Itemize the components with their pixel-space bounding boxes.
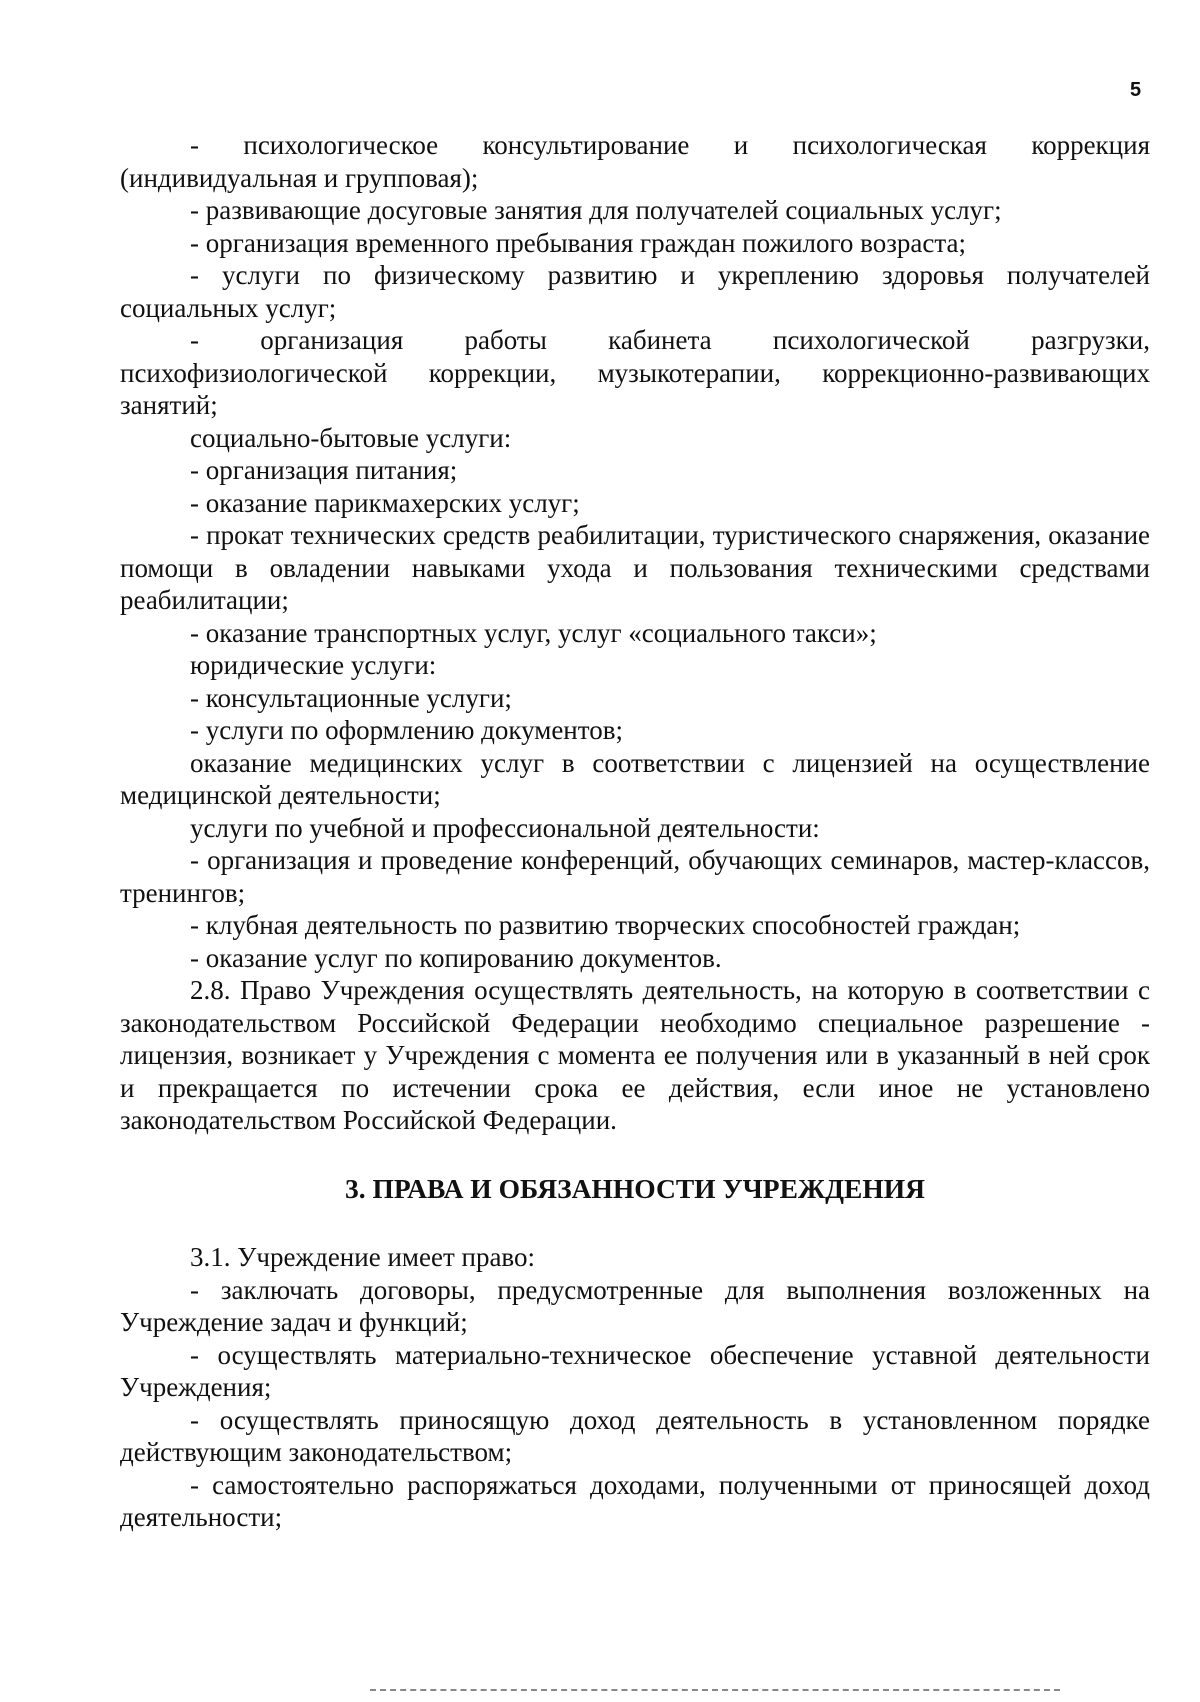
paragraph: - организация питания; [190, 455, 458, 485]
paragraph: - оказание транспортных услуг, услуг «социального такси»; [190, 617, 877, 648]
paragraph: - оказание парикмахерских услуг; [190, 487, 580, 518]
category-label: услуги по учебной и профессиональной деятельности: [190, 812, 820, 843]
clause-3-1: 3.1. Учреждение имеет право: [190, 1242, 535, 1272]
paragraph: - организация и проведение конференций, обучающих семинаров, мастер-классов, тренингов; [120, 845, 1150, 908]
bottom-divider [370, 1689, 1060, 1691]
paragraph: - организация работы кабинета психологической разгрузки, психофизиологической коррекции, музыкотерапии, коррекционно-развивающих занятий; [120, 325, 1150, 420]
paragraph: - услуги по физическому развитию и укреплению здоровья получателей социальных услуг; [120, 260, 1150, 323]
category-label: социально-бытовые услуги: [190, 422, 512, 453]
paragraph: - развивающие досуговые занятия для получателей социальных услуг; [190, 195, 1002, 225]
paragraph: - прокат технических средств реабилитации, туристического снаряжения, оказание помощи в овладении навыками ухода и пользования техническими средствами реабилитации; [120, 520, 1150, 615]
paragraph: оказание медицинских услуг в соответствии с лицензией на осуществление медицинской деятельности; [120, 747, 1150, 810]
page-number: 5 [1130, 79, 1142, 101]
services-list [120, 129, 1150, 1137]
paragraph: - организация временного пребывания граждан пожилого возраста; [190, 227, 966, 258]
paragraph: - услуги по оформлению документов; [190, 715, 623, 745]
paragraph: - заключать договоры, предусмотренные для выполнения возложенных на Учреждение задач и функций; [120, 1274, 1150, 1337]
paragraph: - осуществлять материально-техническое обеспечение уставной деятельности Учреждения; [120, 1339, 1150, 1402]
rights-list [120, 1241, 1150, 1534]
paragraph: - оказание услуг по копированию документов. [190, 942, 722, 973]
category-label: юридические услуги: [190, 650, 437, 680]
paragraph: - психологическое консультирование и психологическая коррекция (индивидуальная и групповая); [120, 130, 1150, 193]
paragraph: - осуществлять приносящую доход деятельность в установленном порядке действующим законодательством; [120, 1404, 1150, 1467]
paragraph: - консультационные услуги; [190, 682, 512, 713]
paragraph: - клубная деятельность по развитию творческих способностей граждан; [190, 910, 1021, 940]
section-heading: 3. ПРАВА И ОБЯЗАННОСТИ УЧРЕЖДЕНИЯ [344, 1173, 926, 1204]
paragraph: - самостоятельно распоряжаться доходами, полученными от приносящей доход деятельности; [120, 1469, 1150, 1532]
clause-2-8: 2.8. Право Учреждения осуществлять деятельность, на которую в соответствии с законодательством Российской Федерации необходимо специальное разрешение - лицензия, возникает у Учреждения с момента ее получения или в указанный в ней срок и прекращается по истечении срока ее действия, если иное не установлено законодательством Российской Федерации. [120, 975, 1150, 1135]
